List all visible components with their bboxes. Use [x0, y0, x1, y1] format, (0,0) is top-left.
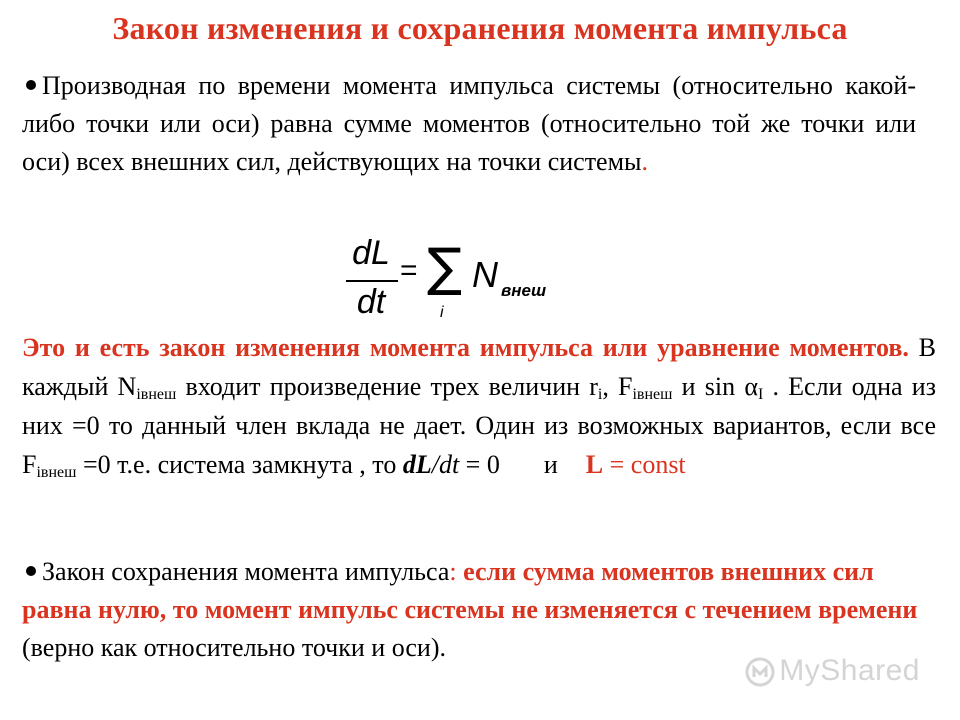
- p2-t5: . Если одна из них =0 то данный член вклада не дает. Один из возможных вариантов, если все F: [22, 372, 936, 479]
- torque-symbol: N: [472, 254, 498, 295]
- p2-const: = const: [603, 450, 686, 479]
- paragraph-conservation-law: [22, 553, 920, 667]
- p2-s1: iвнеш: [136, 386, 177, 403]
- p1-text: Производная по времени момента импульса системы (относительно какой-либо точки или оси) равна сумме моментов (относительно той же точки или оси) всех внешних сил, действующих на точки системы: [22, 71, 916, 176]
- fraction-numerator: dL: [352, 234, 390, 272]
- p3-t1: Закон сохранения момента импульса: [42, 557, 450, 586]
- bullet-icon: [26, 566, 36, 576]
- p2-L: L: [585, 450, 604, 479]
- p2-slash-dt: /dt: [431, 450, 460, 479]
- p2-s2: i: [597, 386, 603, 403]
- p2-s5: iвнеш: [36, 464, 77, 481]
- torque-subscript: внеш: [501, 281, 547, 300]
- paragraph-derivative-definition: [22, 67, 916, 181]
- watermark-text: MyShared: [779, 654, 920, 687]
- watermark: [745, 654, 920, 688]
- p2-alpha: α: [744, 372, 758, 401]
- p2-t4: и sin: [672, 372, 745, 401]
- p2-lead: Это и есть закон изменения момента импульса или уравнение моментов.: [22, 333, 909, 362]
- bullet-icon: [26, 80, 36, 90]
- fraction-denominator: dt: [356, 283, 386, 321]
- p3-colon: :: [449, 557, 464, 586]
- moment-equation: [330, 228, 590, 328]
- p2-t2: входит произведение трех величин r: [176, 372, 598, 401]
- p3-red-bold: если сумма моментов внешних сил равна нулю, то момент импульс системы не изменяется с течением времени: [22, 557, 918, 624]
- page-title: Закон изменения и сохранения момента импульса: [112, 10, 848, 46]
- watermark-logo-icon: [745, 657, 775, 687]
- p2-t3: , F: [602, 372, 633, 401]
- p2-s3: iвнеш: [632, 386, 673, 403]
- p3-t2: (верно как относительно точки и оси).: [22, 633, 446, 662]
- p2-s4: I: [757, 386, 764, 403]
- p2-and: и: [543, 450, 558, 479]
- fraction-bar: [346, 280, 398, 282]
- equals-sign: =: [400, 254, 418, 287]
- p1-end: .: [641, 147, 649, 176]
- paragraph-law-of-moments: [22, 328, 936, 484]
- p2-dL: dL: [402, 450, 432, 479]
- p2-t6: =0 т.е. система замкнута , то: [76, 450, 403, 479]
- p2-eq0: = 0: [459, 450, 500, 479]
- p2-t1: В каждый N: [22, 333, 937, 401]
- sum-icon: ∑: [427, 238, 463, 298]
- sum-index: i: [440, 304, 444, 321]
